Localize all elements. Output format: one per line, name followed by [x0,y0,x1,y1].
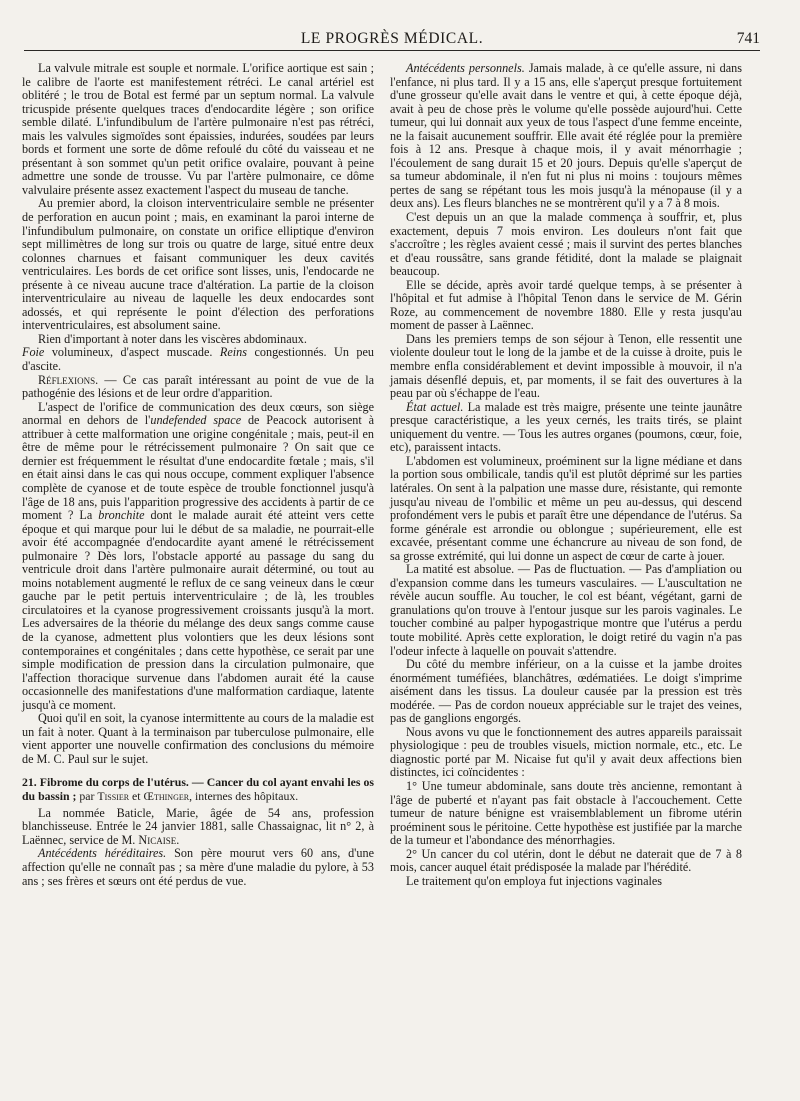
paragraph: La nommée Baticle, Marie, âgée de 54 ans, profession blanchisseuse. Entrée le 24 janvier 1881, salle Chassaignac, lit n° 2, à Laënnec, service de M. Nicaise. [22,805,374,847]
paragraph: Quoi qu'il en soit, la cyanose intermittente au cours de la maladie est un fait à noter. Quant à la terminaison par tuberculose pulmonaire, elle vient apporter une nouvelle confirmation des conclusions du mémoire de M. C. Paul sur le sujet. [22,711,374,766]
paragraph: Elle se décide, après avoir tardé quelque temps, à se présenter à l'hôpital et fut admise à l'hôpital Tenon dans le service de M. Gérin Roze, au commencement de novembre 1880. Elle y resta jusqu'au moment de passer à Laënnec. [390,277,742,333]
paragraph: 2° Un cancer du col utérin, dont le début ne daterait que de 7 à 8 mois, cancer auquel était prédisposée la malade par l'hérédité. [390,846,742,875]
paragraph: Au premier abord, la cloison interventriculaire semble ne présenter de perforation en aucun point ; mais, en examinant la paroi interne de l'infundibulum pulmonaire, on constate un orifice elliptique d'environ sept millimètres de long sur trois ou quatre de large, situé entre deux colonnes charnues et faisant communiquer les deux cavités ventriculaires. Les bords de cet orifice sont lisses, unis, l'endocarde ne présente à ce niveau aucune trace d'altération. La partie de la cloison interventriculaire au niveau de laquelle les deux endocardes sont adossés, et qui représente le point d'élection des perforations interventriculaires, est absolument saine. [22,196,374,333]
paragraph: La matité est absolue. — Pas de fluctuation. — Pas d'ampliation ou d'expansion comme dans les tumeurs vasculaires. — L'auscultation ne révèle aucun souffle. Au toucher, le col est béant, végétant, garni de granulations qu'on trouve à l'entour jusque sur les parois vaginales. Le toucher combiné au palper hypogastrique montre que l'utérus a perdu toute mobilité. Après cette exploration, le doigt retiré du vagin n'a pas l'odeur infecte à laquelle on pouvait s'attendre. [390,562,742,658]
right-column [390,62,742,888]
case-title: 21. Fibrome du corps de l'utérus. — Cancer du col ayant envahi les os du bassin ; par Tissier et Œthinger, internes des hôpitaux. [22,775,374,803]
paragraph: L'aspect de l'orifice de communication des deux cœurs, son siège anormal en dehors de l'undefended space de Peacock autorisent à attribuer à cette malformation une origine congénitale ; mais, peut-il en être de même pour le rétrécissement pulmonaire ? On sait que ce dernier est fréquemment le résultat d'une endocardite fœtale ; mais, s'il en était ainsi dans le cas qui nous occupe, comment expliquer l'absence complète de cyanose et de toute espèce de trouble fonctionnel jusqu'à l'âge de 18 ans, puis l'apparition progressive des accidents à partir de ce moment ? La bronchite dont le malade aurait été atteint vers cette époque et qui marque pour lui le début de sa maladie, ne pourrait-elle avoir été accompagnée d'endocardite ayant amené le rétrécissement pulmonaire ? Dès lors, l'obstacle apporté au passage du sang du ventricule droit dans l'artère pulmonaire aurait déterminé, ou tout au moins notablement augmenté le reflux de ce sang veineux dans le cœur gauche par le petit pertuis interventriculaire ; de là, les troubles circulatoires et la cyanose progressivement croissants jusqu'à la mort. Les adversaires de la théorie du mélange des deux sangs comme cause de la cyanose, admettent plus volontiers que les deux lésions sont contemporaines et congénitales ; dans cette hypothèse, ce serait par une simple modification de pression dans la circulation pulmonaire, que l'affection thoracique survenue dans l'abdomen aurait été la cause occasionnelle des manifestations d'une malformation cardiaque, latente jusqu'à ce moment. [22,399,375,712]
paragraph: Nous avons vu que le fonctionnement des autres appareils paraissait physiologique : peu de troubles visuels, miction normale, etc., etc. Le diagnostic porté par M. Nicaise fut qu'il y avait deux affections bien distinctes, ici coïncidentes : [390,724,742,780]
left-column [22,62,374,888]
page-number: 741 [736,30,760,47]
paragraph: L'abdomen est volumineux, proéminent sur la ligne médiane et dans la portion sous ombilicale, tandis qu'il est plutôt déprimé sur les parties latérales. On sent à la palpation une masse dure, résistante, qui remonte jusqu'au niveau de l'ombilic et même un peu au-dessus, qui descend profondément vers le pubis et paraît être une dépendance de l'utérus. Sa forme générale est arrondie ou oblongue ; supérieurement, elle est excavée, présentant comme une échancrure au niveau de son fond, de sa grosse extrémité, qui lui donne un aspect de cœur de carte à jouer. [390,453,742,563]
page-header [24,28,760,51]
running-title: LE PROGRÈS MÉDICAL. [300,30,484,47]
text-columns [22,62,742,888]
paragraph: Réflexions. — Ce cas paraît intéressant au point de vue de la pathogénie des lésions et de leur ordre d'apparition. [22,372,374,401]
paragraph: Du côté du membre inférieur, on a la cuisse et la jambe droites énormément tuméfiées, blanchâtres, œdématiées. Le doigt s'imprime aisément dans les tissus. La douleur causée par la pression est très modérée. — Pas de cordon noueux appréciable sur le trajet des veines, pas de ganglions engorgés. [390,657,742,726]
paragraph: Antécédents personnels. Jamais malade, à ce qu'elle assure, ni dans l'enfance, ni plus tard. Il y a 15 ans, elle s'aperçut presque fortuitement d'une grosseur qu'elle avait dans le ventre et qui, à cette époque déjà, avait à peu de chose près le volume qu'elle possède aujourd'hui. Cette tumeur, qui lui donnait aux yeux de tous l'aspect d'une femme enceinte, ne la faisait aucunement souffrir. Elle avait été réglée pour la première fois à 12 ans. Presque à chaque mois, il y avait ménorrhagie ; l'écoulement de sang durait 15 et 20 jours. Depuis qu'elle s'aperçut de sa tumeur abdominale, il n'en fut ni plus ni moins : toujours mêmes pertes de sang se répétant tous les mois jusqu'à la ménopause (il y a deux ans). Les fleurs blanches ne se montrèrent qu'il y a 7 à 8 mois. [390,61,743,211]
paragraph: Antécédents héréditaires. Son père mourut vers 60 ans, d'une affection qu'elle ne connaît pas ; sa mère d'une maladie du pylore, à 53 ans ; ses frères et sœurs ont été perdus de vue. [22,846,374,888]
paragraph: Dans les premiers temps de son séjour à Tenon, elle ressentit une violente douleur tout le long de la jambe et de la cuisse à droite, puis le membre enfla considérablement et devint impossible à mouvoir, il n'a jamais désenflé depuis, et, par moments, il se fait des ouvertures à la peau par où s'échappe de l'eau. [390,331,742,401]
paragraph: 1° Une tumeur abdominale, sans doute très ancienne, remontant à l'âge de puberté et n'ayant pas fait obstacle à l'accouchement. Cette tumeur de nature bénigne est vraisemblablement un fibrome utérin proéminent sous le péritoine. Cette hypothèse est justifiée par la marche de la tumeur et l'abondance des ménorrhagies. [390,778,742,848]
paragraph: Rien d'important à noter dans les viscères abdominaux. Foie volumineux, d'aspect muscade. Reins congestionnés. Un peu d'ascite. [22,331,374,374]
paragraph: État actuel. La malade est très maigre, présente une teinte jaunâtre presque caractéristique, a les yeux cernés, les traits tirés, se plaint uniquement du ventre. — Tous les autres organes (poumons, cœur, foie, etc), paraissent intacts. [390,399,742,455]
paragraph: Le traitement qu'on employa fut injections vaginales [406,873,663,888]
paragraph: La valvule mitrale est souple et normale. L'orifice aortique est sain ; le calibre de l'aorte est manifestement rétréci. Le canal artériel est oblitéré ; le trou de Botal est fermé par un septum normal. La valvule tricuspide présente quelques traces d'endocardite légère ; son orifice semble dilaté. L'infundibulum de l'artère pulmonaire n'est pas rétréci, mais les valvules sigmoïdes sont épaissies, indurées, soudées par leurs bords et forment une sorte de dôme refoulé du côté du vaisseau et ne présentant à son sommet qu'un petit orifice ovalaire, pouvant à peine admettre une sonde de trousse. Vu par l'artère pulmonaire, ce dôme valvulaire présente assez exactement l'aspect du museau de tanche. [22,61,374,197]
paragraph: C'est depuis un an que la malade commença à souffrir, et, plus exactement, depuis 7 mois environ. Les douleurs n'ont fait que s'accroître ; les règles avaient cessé ; mais il survint des pertes blanches et d'eau roussâtre, sans grande fétidité, dont la malade se plaignait beaucoup. [390,210,742,279]
